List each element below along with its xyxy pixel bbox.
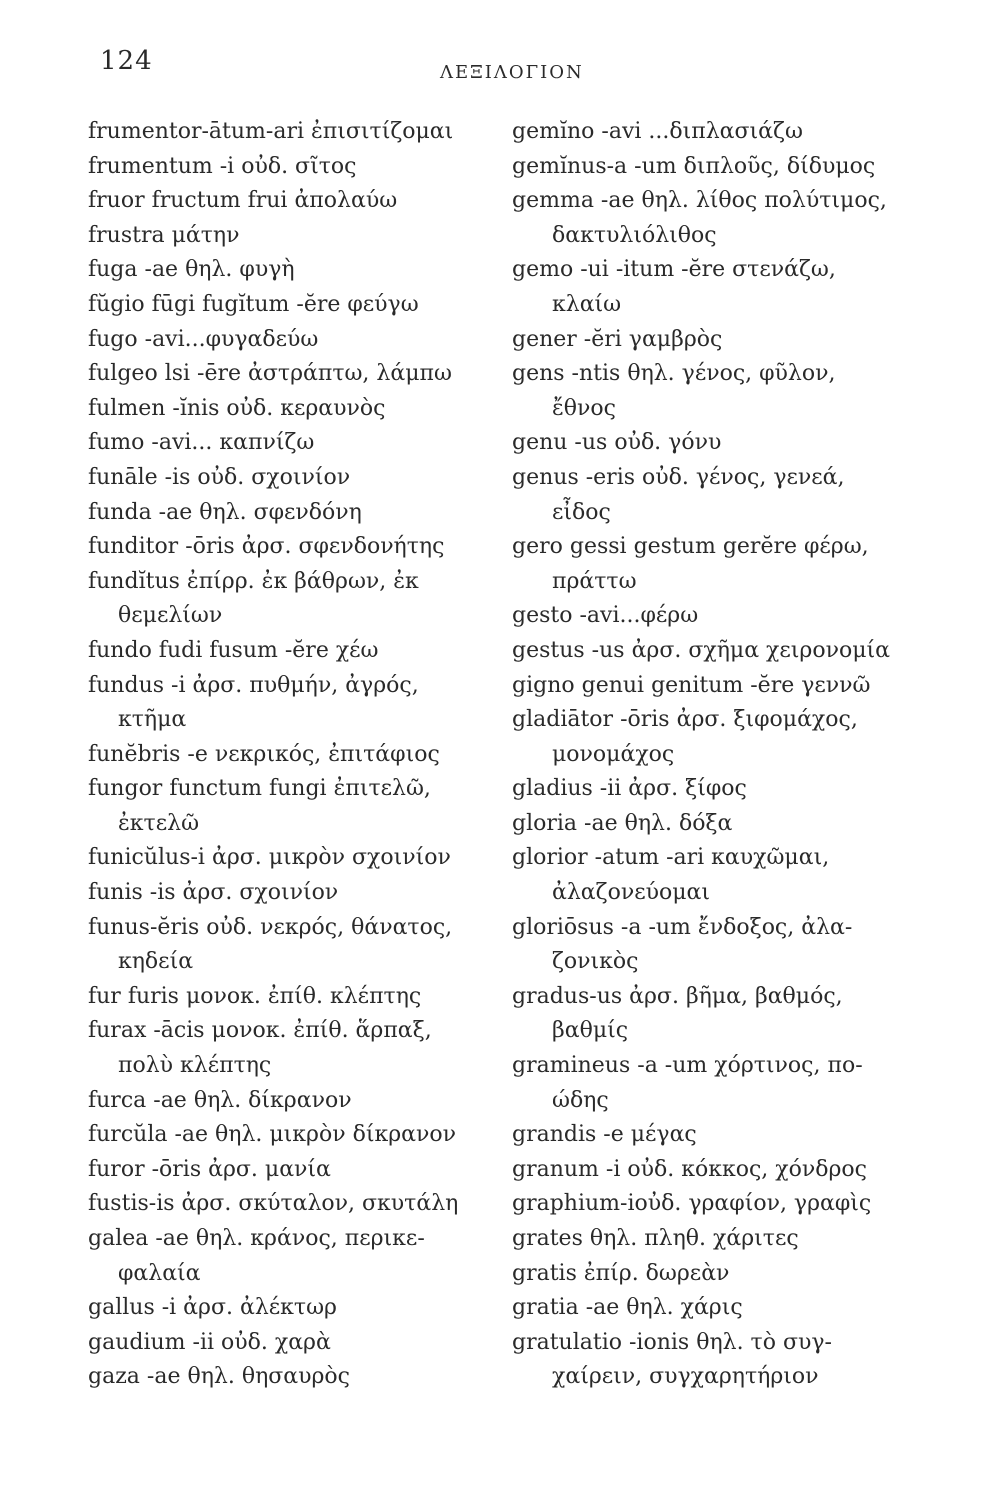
dictionary-entry: gemma -ae θηλ. λίθος πολύτιμος, xyxy=(512,188,887,214)
dictionary-entry: glorior -atum -ari καυχῶμαι, xyxy=(512,845,830,871)
dictionary-entry: granum -i οὐδ. κόκκος, χόνδρος xyxy=(512,1156,867,1182)
entry-continuation: κτῆμα xyxy=(118,707,187,733)
dictionary-entry: gigno genui genitum -ĕre γεννῶ xyxy=(512,672,871,698)
entry-continuation: πράττω xyxy=(552,568,637,594)
dictionary-entry: gemĭno -avi ...διπλασιάζω xyxy=(512,119,803,144)
dictionary-entry: genus -eris οὐδ. γένος, γενεά, xyxy=(512,464,845,490)
dictionary-entry: fur furis μονοκ. ἐπίθ. κλέπτης xyxy=(88,983,422,1009)
dictionary-entry: frustra μάτην xyxy=(88,222,240,248)
entry-continuation: κλαίω xyxy=(552,291,622,317)
dictionary-entry: frumentum -i οὐδ. σῖτος xyxy=(88,153,357,179)
entry-continuation: κηδεία xyxy=(118,949,194,975)
dictionary-entry: gemo -ui -itum -ĕre στενάζω, xyxy=(512,257,836,283)
dictionary-entry: genu -us οὐδ. γόνυ xyxy=(512,430,722,456)
dictionary-entry: gladius -ii ἀρσ. ξίφος xyxy=(512,776,747,802)
page-number: 124 xyxy=(100,46,153,76)
dictionary-entry: furax -ācis μονοκ. ἐπίθ. ἅρπαξ, xyxy=(88,1018,432,1044)
dictionary-entry: grandis -e μέγας xyxy=(512,1122,697,1148)
dictionary-entry: funis -is ἀρσ. σχοινίον xyxy=(88,880,339,906)
dictionary-entry: grates θηλ. πληθ. χάριτες xyxy=(512,1226,799,1251)
entry-continuation: βαθμίς xyxy=(552,1018,629,1044)
entry-continuation: μονομάχος xyxy=(552,741,675,767)
dictionary-entry: gens -ntis θηλ. γένος, φῦλον, xyxy=(512,361,836,387)
dictionary-entry: gaudium -ii οὐδ. χαρὰ xyxy=(88,1329,331,1355)
dictionary-entry: gramineus -a -um χόρτινος, πο- xyxy=(512,1053,863,1079)
dictionary-entry: graphium-iοὐδ. γραφίον, γραφὶς xyxy=(512,1191,872,1217)
dictionary-entry: gestus -us ἀρσ. σχῆμα χειρονομία xyxy=(512,637,890,663)
entry-continuation: ώδης xyxy=(552,1087,609,1113)
dictionary-entry: gemĭnus-a -um διπλοῦς, δίδυμος xyxy=(512,153,876,179)
dictionary-entry: funicŭlus-i ἀρσ. μικρὸν σχοινίον xyxy=(88,845,451,871)
entry-continuation: εἶδος xyxy=(552,499,611,525)
dictionary-entry: fungor functum fungi ἐπιτελῶ, xyxy=(88,776,431,802)
dictionary-entry: fugo -avi...φυγαδεύω xyxy=(88,326,319,352)
right-column xyxy=(512,115,922,1395)
entry-continuation: φαλαία xyxy=(118,1260,201,1286)
dictionary-entry: funĕbris -e νεκρικός, ἐπιτάφιος xyxy=(88,741,440,767)
dictionary-entry: galea -ae θηλ. κράνος, περικε- xyxy=(88,1226,425,1251)
dictionary-entry: fulgeo lsi -ēre ἀστράπτω, λάμπω xyxy=(88,361,452,387)
dictionary-entry: funāle -is οὐδ. σχοινίον xyxy=(88,464,351,490)
dictionary-entry: frumentor-ātum-ari ἐπισιτίζομαι xyxy=(88,119,454,144)
dictionary-entry: furcŭla -ae θηλ. μικρὸν δίκρανον xyxy=(88,1122,457,1148)
dictionary-entry: gratia -ae θηλ. χάρις xyxy=(512,1295,743,1321)
dictionary-entry: fŭgio fūgi fugĭtum -ĕre φεύγω xyxy=(88,291,419,317)
dictionary-entry: gloria -ae θηλ. δόξα xyxy=(512,810,733,836)
dictionary-entry: fundĭtus ἐπίρρ. ἐκ βάθρων, ἐκ xyxy=(88,568,419,594)
entry-continuation: πολὺ κλέπτης xyxy=(118,1053,272,1079)
dictionary-entry: funus-ĕris οὐδ. νεκρός, θάνατος, xyxy=(88,914,453,940)
entry-continuation: θεμελίων xyxy=(118,603,223,629)
entry-continuation: ἔθνος xyxy=(552,395,616,421)
entry-continuation: δακτυλιόλιθος xyxy=(552,222,717,248)
running-head: ΛΕΞΙΛΟΓΙΟΝ xyxy=(440,62,584,83)
entry-continuation: χαίρειν, συγχαρητήριον xyxy=(552,1364,819,1390)
dictionary-entry: funda -ae θηλ. σφενδόνη xyxy=(88,499,362,525)
dictionary-entry: fruor fructum frui ἀπολαύω xyxy=(88,188,398,214)
dictionary-entry: fulmen -ĭnis οὐδ. κεραυνὸς xyxy=(88,395,386,421)
dictionary-entry: furca -ae θηλ. δίκρανον xyxy=(88,1087,352,1113)
entry-continuation: ἀλαζονεύομαι xyxy=(552,880,710,906)
left-column xyxy=(88,115,498,1395)
dictionary-entry: fundus -i ἀρσ. πυθμήν, ἀγρός, xyxy=(88,672,419,698)
dictionary-entry: gero gessi gestum gerĕre φέρω, xyxy=(512,534,869,560)
dictionary-entry: gesto -avi...φέρω xyxy=(512,603,699,629)
dictionary-entry: gratis ἐπίρ. δωρεὰν xyxy=(512,1260,730,1286)
dictionary-entry: fundo fudi fusum -ĕre χέω xyxy=(88,637,379,663)
dictionary-entry: fuga -ae θηλ. φυγὴ xyxy=(88,257,295,283)
dictionary-entry: gratulatio -ionis θηλ. τὸ συγ- xyxy=(512,1329,832,1355)
entry-continuation: ζονικὸς xyxy=(552,949,639,975)
dictionary-entry: fumo -avi... καπνίζω xyxy=(88,430,315,456)
entry-continuation: ἐκτελῶ xyxy=(118,810,200,836)
dictionary-entry: furor -ōris ἀρσ. μανία xyxy=(88,1156,331,1182)
dictionary-entry: fustis-is ἀρσ. σκύταλον, σκυτάλη xyxy=(88,1191,459,1217)
dictionary-entry: funditor -ōris ἀρσ. σφενδονήτης xyxy=(88,534,445,560)
dictionary-entry: gaza -ae θηλ. θησαυρὸς xyxy=(88,1364,350,1390)
dictionary-entry: gladiātor -ōris ἀρσ. ξιφομάχος, xyxy=(512,707,858,733)
dictionary-entry: gallus -i ἀρσ. ἀλέκτωρ xyxy=(88,1295,337,1321)
dictionary-entry: gener -ĕri γαμβρὸς xyxy=(512,326,723,352)
dictionary-entry: gradus-us ἀρσ. βῆμα, βαθμός, xyxy=(512,983,843,1009)
dictionary-entry: gloriōsus -a -um ἔνδοξος, ἀλα- xyxy=(512,914,853,940)
